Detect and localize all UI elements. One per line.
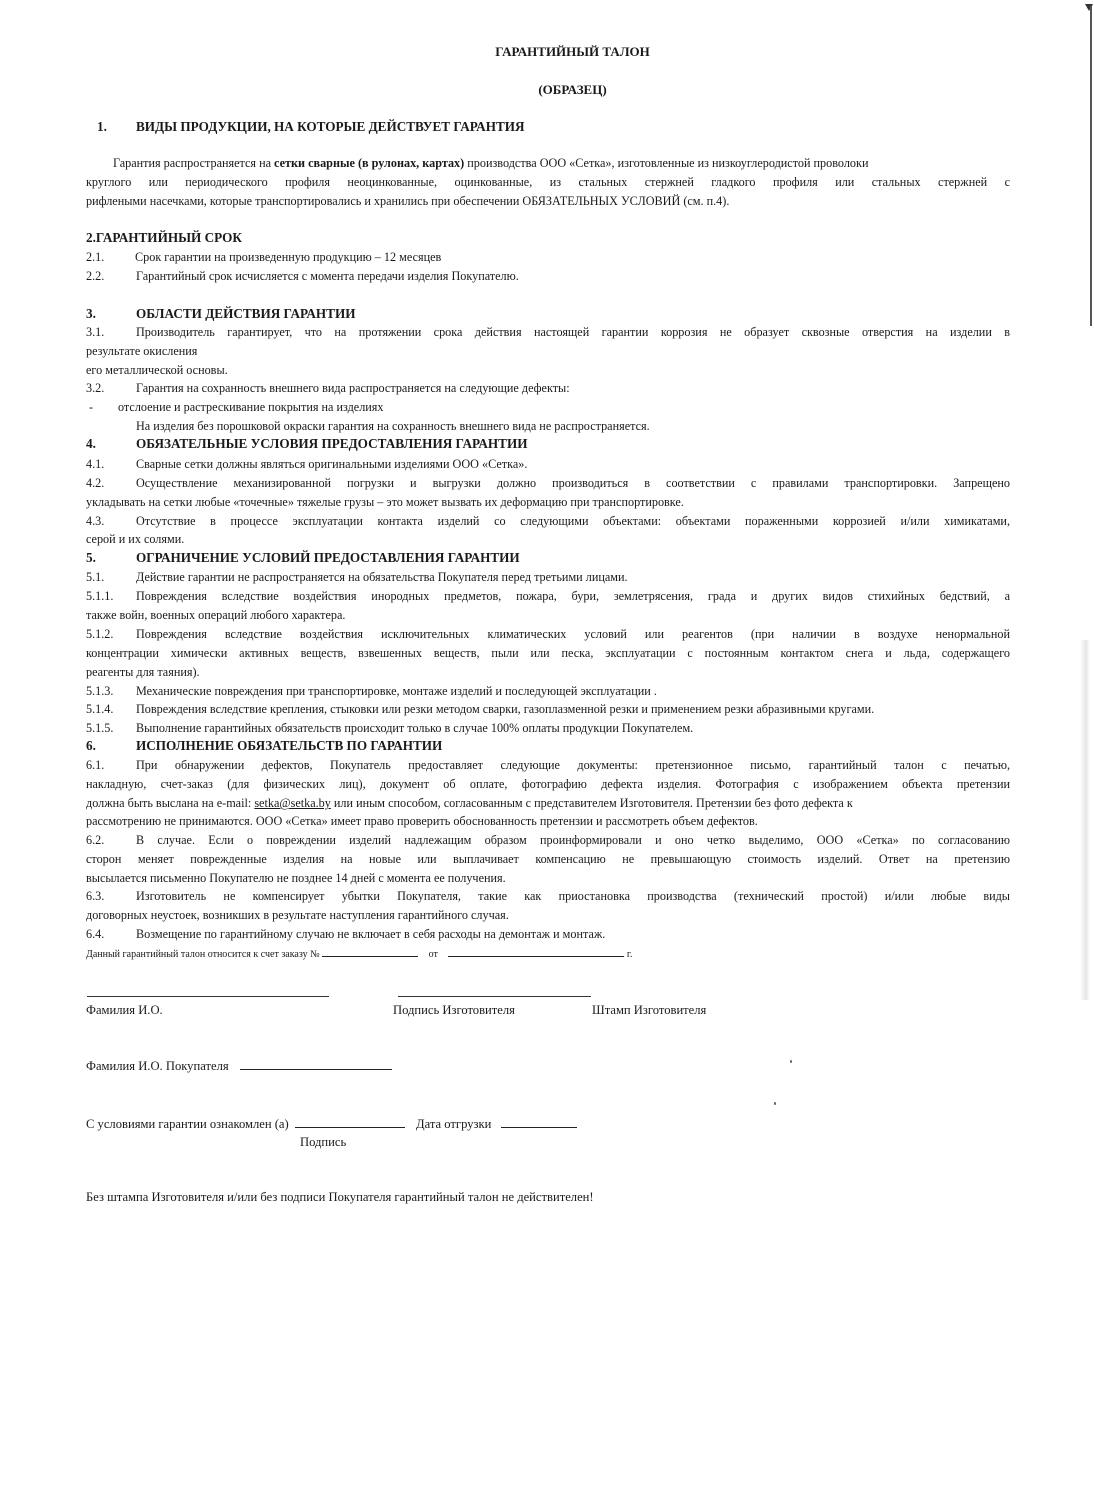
- item-3-1-line-3: его металлической основы.: [86, 363, 228, 377]
- item-6-1-line-4: рассмотрению не принимаются. ООО «Сетка» имеет право проверить обоснованность претензии и рассмотреть объем дефектов.: [86, 814, 758, 828]
- order-number-field[interactable]: [322, 945, 418, 957]
- section-1-paragraph-line-1: Гарантия распространяется на сетки сварные (в рулонах, картах) производства ООО «Сетка», изготовленные из низкоуглеродистой проволоки: [113, 156, 869, 170]
- item-4-3-line-1: Отсутствие в процессе эксплуатации контакта изделий со следующими объектами: объектами пораженными коррозией и/или химикатами,: [136, 514, 1010, 528]
- item-3-2-text: Гарантия на сохранность внешнего вида распространяется на следующие дефекты:: [136, 381, 570, 395]
- section-6-number: 6.: [86, 738, 96, 753]
- item-4-1-text: Сварные сетки должны являться оригинальными изделиями ООО «Сетка».: [136, 457, 528, 471]
- item-5-1-1-number: 5.1.1.: [86, 589, 114, 603]
- item-5-1-2-line-2: концентрации химически активных веществ, взвешенных веществ, пыли или песка, эксплуатации с постоянным контактом снега и льда, содержащего: [86, 646, 1010, 660]
- item-4-2-line-1: Осуществление механизированной погрузки и выгрузки должно производиться в соответствии с правилами транспортировки. Запрещено: [136, 476, 1010, 490]
- section-1-paragraph-line-2: круглого или периодического профиля неоцинкованные, оцинкованные, из стальных стержней гладкого профиля или стальных стержней с: [86, 175, 1010, 189]
- manufacturer-signature-line[interactable]: [398, 996, 591, 997]
- scan-speck: [790, 1060, 792, 1063]
- section-5-number: 5.: [86, 550, 96, 565]
- item-4-1-number: 4.1.: [86, 457, 105, 471]
- section-1-heading: ВИДЫ ПРОДУКЦИИ, НА КОТОРЫЕ ДЕЙСТВУЕТ ГАРАНТИЯ: [136, 119, 525, 134]
- item-6-3-line-2: договорных неустоек, возникших в результате наступления гарантийного случая.: [86, 908, 509, 922]
- acknowledgement-row: [86, 1116, 577, 1132]
- item-5-1-number: 5.1.: [86, 570, 105, 584]
- item-5-1-4-text: Повреждения вследствие крепления, стыковки или резки методом сварки, газоплазменной резки и применением резки абразивными кругами.: [136, 702, 875, 716]
- item-5-1-5-number: 5.1.5.: [86, 721, 114, 735]
- item-3-2-number: 3.2.: [86, 381, 105, 395]
- acknowledged-label: С условиями гарантии ознакомлен (а): [86, 1117, 289, 1131]
- item-6-1-line-1: При обнаружении дефектов, Покупатель предоставляет следующие документы: претензионное письмо, гарантийный талон с печатью,: [136, 758, 1010, 772]
- buyer-name-label: Фамилия И.О. Покупателя: [86, 1059, 229, 1073]
- section-1-number: 1.: [97, 119, 107, 134]
- order-date-field[interactable]: [448, 945, 624, 957]
- item-5-1-2-line-3: реагенты для таяния).: [86, 665, 200, 679]
- section-4-number: 4.: [86, 436, 96, 451]
- section-3-number: 3.: [86, 306, 96, 321]
- item-5-1-2-line-1: Повреждения вследствие воздействия исключительных климатических условий или реагентов (при наличии в воздухе ненормальной: [136, 627, 1010, 641]
- manufacturer-stamp-label: Штамп Изготовителя: [592, 1003, 707, 1017]
- item-2-2-number: 2.2.: [86, 269, 105, 283]
- item-6-2-line-1: В случае. Если о повреждении изделий надлежащим образом проинформировали и оно четко выделимо, ООО «Сетка» по согласованию: [136, 833, 1010, 847]
- footer-validity-note: Без штампа Изготовителя и/или без подписи Покупателя гарантийный талон не действителен!: [86, 1190, 594, 1204]
- buyer-name-row: [86, 1058, 392, 1074]
- item-5-1-4-number: 5.1.4.: [86, 702, 114, 716]
- signature-caption: Подпись: [300, 1135, 347, 1149]
- item-6-3-number: 6.3.: [86, 889, 105, 903]
- document-subtitle: (ОБРАЗЕЦ): [538, 82, 607, 97]
- order-reference-line: [86, 945, 632, 963]
- item-6-2-line-3: высылается письменно Покупателю не позднее 14 дней с момента ее получения.: [86, 871, 506, 885]
- manufacturer-signature-label: Подпись Изготовителя: [393, 1003, 515, 1017]
- shipment-date-field[interactable]: [501, 1116, 577, 1128]
- item-4-2-number: 4.2.: [86, 476, 105, 490]
- year-suffix: г.: [626, 949, 633, 960]
- name-label: Фамилия И.О.: [86, 1003, 163, 1017]
- item-3-1-number: 3.1.: [86, 325, 105, 339]
- product-type-bold: сетки сварные (в рулонах, картах): [274, 156, 465, 170]
- item-6-4-text: Возмещение по гарантийному случаю не включает в себя расходы на демонтаж и монтаж.: [136, 927, 606, 941]
- item-3-2-note: На изделия без порошковой окраски гарантия на сохранность внешнего вида не распространяется.: [136, 419, 650, 433]
- item-5-1-5-text: Выполнение гарантийных обязательств происходит только в случае 100% оплаты продукции Покупателем.: [136, 721, 694, 735]
- shipment-date-label: Дата отгрузки: [416, 1117, 492, 1131]
- item-6-1-number: 6.1.: [86, 758, 105, 772]
- bullet-marker: -: [89, 400, 94, 414]
- order-from-label: от: [428, 949, 438, 960]
- item-5-1-text: Действие гарантии не распространяется на обязательства Покупателя перед третьими лицами.: [136, 570, 628, 584]
- item-3-1-line-2: результате окисления: [86, 344, 198, 358]
- item-6-1-line-2: накладную, счет-заказ (для физических лиц), документ об оплате, фотографию дефекта изделия. Фотография с изображением объекта претензии: [86, 777, 1010, 791]
- item-4-2-line-2: укладывать на сетки любые «точечные» тяжелые грузы – это может вызвать их деформацию при транспортировке.: [86, 495, 684, 509]
- item-5-1-3-text: Механические повреждения при транспортировке, монтаже изделий и последующей эксплуатации .: [136, 684, 657, 698]
- section-6-heading: ИСПОЛНЕНИЕ ОБЯЗАТЕЛЬСТВ ПО ГАРАНТИИ: [136, 738, 443, 753]
- item-6-2-number: 6.2.: [86, 833, 105, 847]
- section-4-heading: ОБЯЗАТЕЛЬНЫЕ УСЛОВИЯ ПРЕДОСТАВЛЕНИЯ ГАРАНТИИ: [136, 436, 528, 451]
- scan-edge-shadow: [1080, 640, 1090, 1000]
- item-6-2-line-2: сторон меняет поврежденные изделия на новые или выплачивает компенсацию не превышающую стоимость изделий. Ответ на претензию: [86, 852, 1010, 866]
- item-6-1-line-3: должна быть выслана на e-mail: setka@setka.by или иным способом, согласованным с представителем Изготовителя. Претензии без фото дефекта к: [86, 796, 853, 810]
- section-2-heading: 2.ГАРАНТИЙНЫЙ СРОК: [86, 230, 242, 245]
- order-reference-label: Данный гарантийный талон относится к счет заказу №: [86, 949, 320, 960]
- item-6-4-number: 6.4.: [86, 927, 105, 941]
- bullet-item-text: отслоение и растрескивание покрытия на изделиях: [118, 400, 384, 414]
- document-title: ГАРАНТИЙНЫЙ ТАЛОН: [495, 44, 650, 59]
- item-5-1-1-line-1: Повреждения вследствие воздействия инородных предметов, пожара, бури, землетрясения, града и других видов стихийных бедствий, а: [136, 589, 1010, 603]
- scan-speck: [774, 1102, 776, 1105]
- item-4-3-number: 4.3.: [86, 514, 105, 528]
- item-2-2-text: Гарантийный срок исчисляется с момента передачи изделия Покупателю.: [136, 269, 519, 283]
- item-2-1-text: Срок гарантии на произведенную продукцию – 12 месяцев: [135, 250, 442, 264]
- section-5-heading: ОГРАНИЧЕНИЕ УСЛОВИЙ ПРЕДОСТАВЛЕНИЯ ГАРАНТИИ: [136, 550, 520, 565]
- section-1-paragraph-line-3: рифлеными насечками, которые транспортировались и хранились при обеспечении ОБЯЗАТЕЛЬНЫХ УСЛОВИЙ (см. п.4).: [86, 194, 730, 208]
- item-2-1-number: 2.1.: [86, 250, 105, 264]
- item-5-1-1-line-2: также войн, военных операций любого характера.: [86, 608, 346, 622]
- item-5-1-2-number: 5.1.2.: [86, 627, 114, 641]
- item-4-3-line-2: серой и их солями.: [86, 532, 185, 546]
- item-6-3-line-1: Изготовитель не компенсирует убытки Покупателя, такие как приостановка производства (технический простой) и/или любые виды: [136, 889, 1010, 903]
- email-link[interactable]: setka@setka.by: [254, 796, 331, 810]
- buyer-name-field[interactable]: [240, 1058, 392, 1070]
- acknowledged-signature-field[interactable]: [295, 1116, 405, 1128]
- section-3-heading: ОБЛАСТИ ДЕЙСТВИЯ ГАРАНТИИ: [136, 306, 356, 321]
- item-3-1-line-1: Производитель гарантирует, что на протяжении срока действия настоящей гарантии коррозия не образует сквозные отверстия на изделии в: [136, 325, 1010, 339]
- name-signature-line[interactable]: [87, 996, 329, 997]
- item-5-1-3-number: 5.1.3.: [86, 684, 114, 698]
